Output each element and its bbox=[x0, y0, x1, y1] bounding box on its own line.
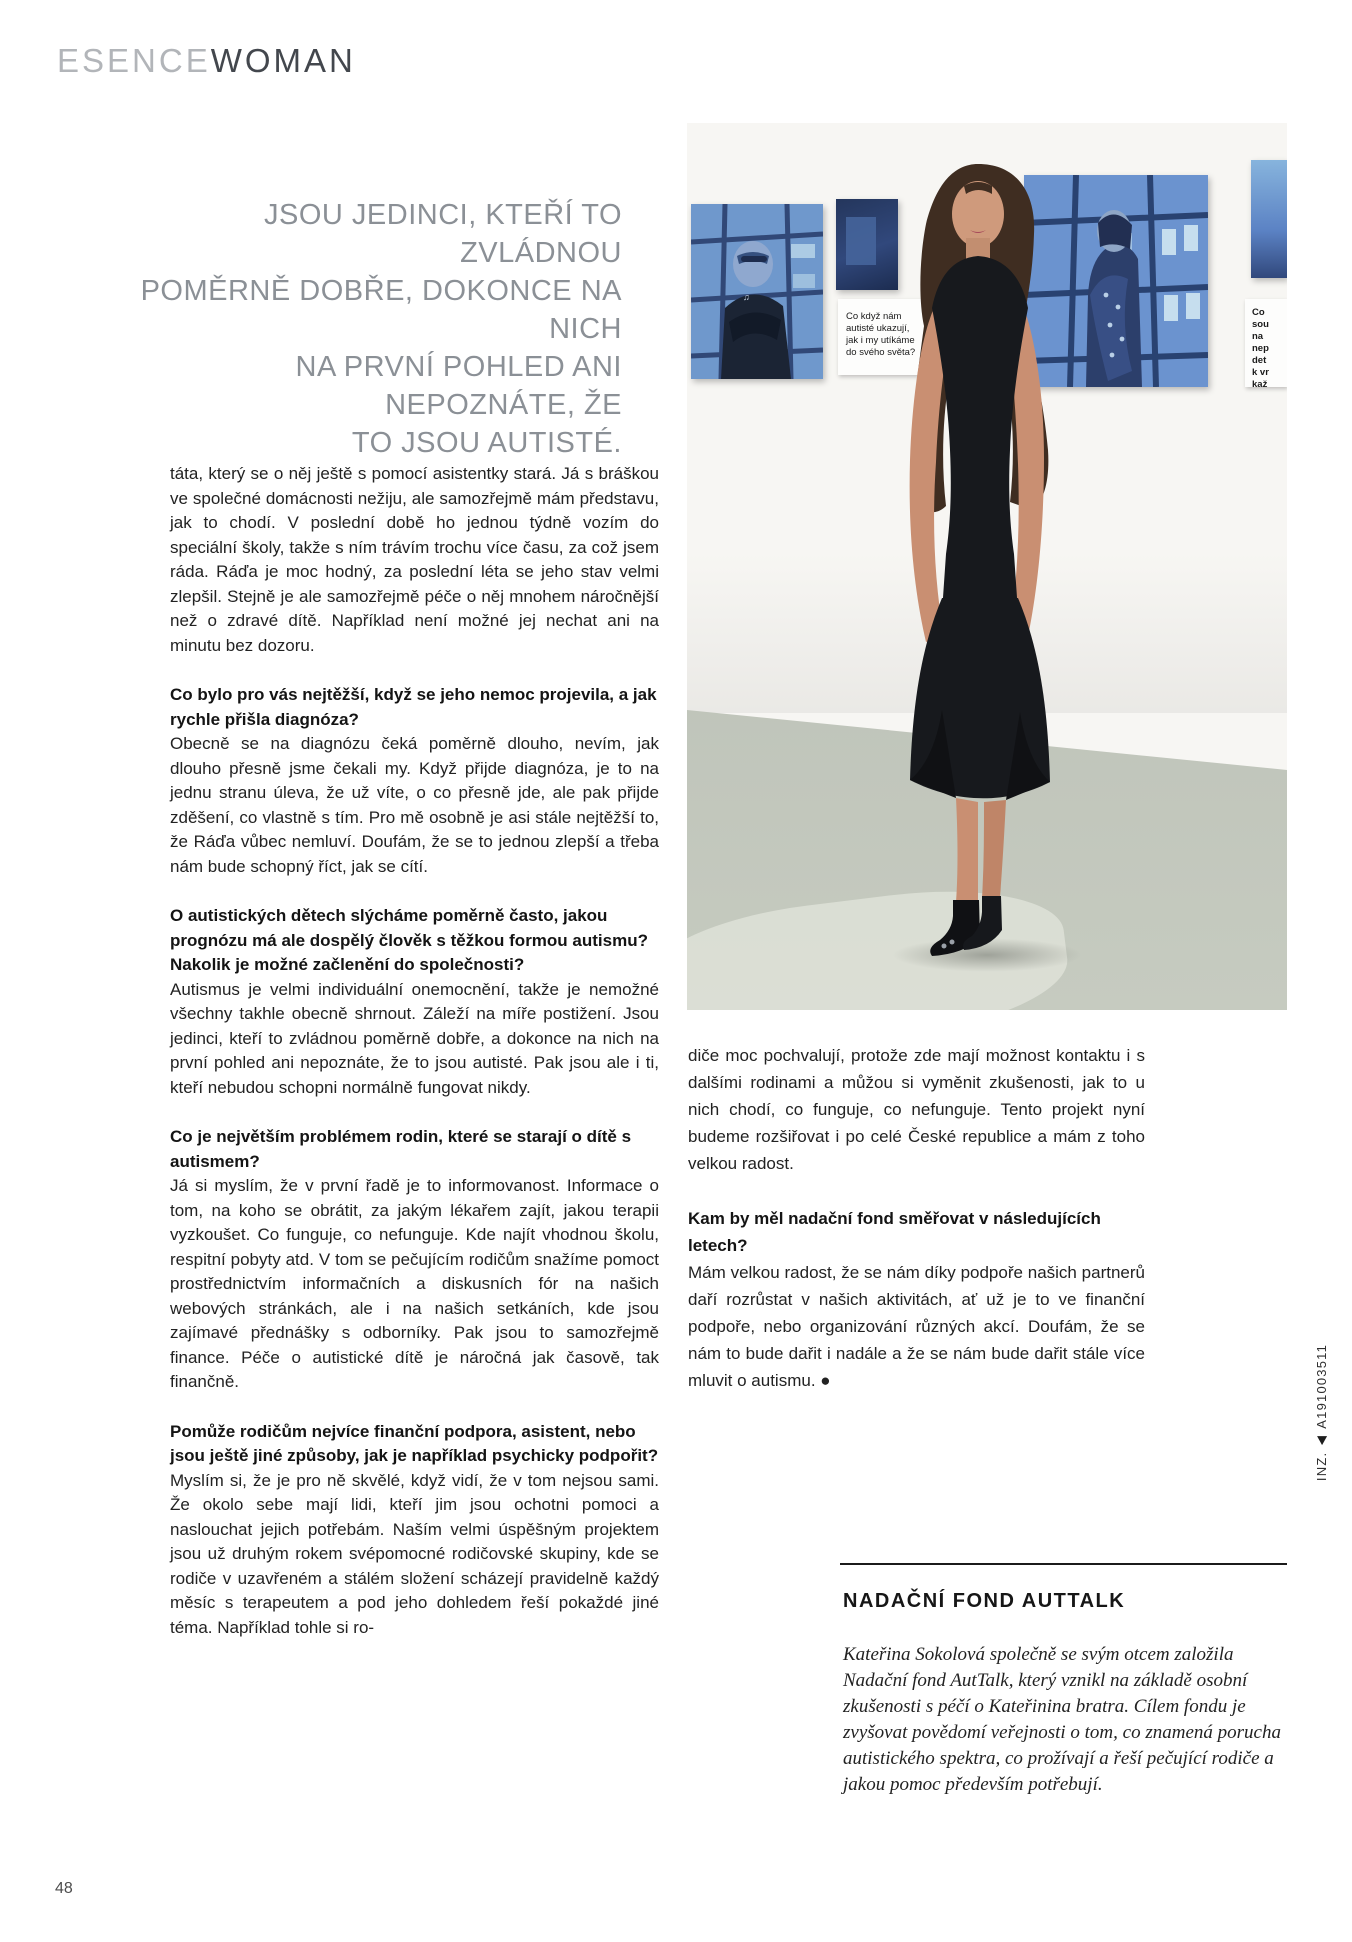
gallery-photo-boy bbox=[691, 204, 823, 379]
caption-line: Co bbox=[1252, 307, 1265, 318]
infobox-title: NADAČNÍ FOND AUTTALK bbox=[843, 1590, 1126, 1612]
caption-line: jak i my utíkáme bbox=[846, 335, 915, 346]
advert-side-label bbox=[1296, 1330, 1348, 1495]
svg-text:♫: ♫ bbox=[743, 292, 750, 302]
interview-answer: táta, který se o něj ještě s pomocí asistentky stará. Já s bráškou ve společné domácnosti nežiju, ale samozřejmě mám představu, jak to chodí. V poslední době ho jednou týdně vozím do speciální školy, takže s ním trávím trochu více času, za což jsem ráda. Ráďa je moc hodný, za poslední léta se jeho stav velmi zlepšil. Stejně je ale samozřejmě péče o něj mnohem náročnější než o zdravé dítě. Například není možné jej nechat ani na minutu bez dozoru. bbox=[170, 464, 659, 655]
caption-line: sou bbox=[1252, 319, 1269, 330]
gallery-photo-partial bbox=[1251, 160, 1287, 278]
infobox-body: Kateřina Sokolová společně se svým otcem založila Nadační fond AutTalk, který vznikl na základě osobní zkušenosti s péčí o Kateřinina bratra. Cílem fondu je zvyšovat povědomí veřejnosti o tom, co znamená porucha autistického spektra, co prožívají a řeší pečující rodiče a jakou pomoc především potřebují. bbox=[843, 1644, 1281, 1795]
page-number: 48 bbox=[55, 1880, 73, 1897]
advert-label-prefix: INZ. bbox=[1314, 1451, 1330, 1482]
down-triangle-icon bbox=[1317, 1436, 1327, 1445]
interview-question: Pomůže rodičům nejvíce finanční podpora, asistent, nebo jsou ještě jiné způsoby, jak je například psychicky podpořit? bbox=[170, 1421, 659, 1465]
pull-quote: JSOU JEDINCI, KTEŘÍ TO ZVLÁDNOU POMĚRNĚ DOBŘE, DOKONCE NA NICH NA PRVNÍ POHLED ANI NEPOZNÁTE, ŽE TO JSOU AUTISTÉ. bbox=[140, 199, 622, 459]
interview-answer: diče moc pochvalují, protože zde mají možnost kontaktu i s dalšími rodinami a můžou si vyměnit zkušenosti, jak to u nich chodí, co funguje, co nefunguje. Tento projekt nyní budeme rozšiřovat i po celé České republice a mám z toho velkou radost. bbox=[688, 1046, 1145, 1173]
interview-answer: Mám velkou radost, že se nám díky podpoře našich partnerů daří rozrůstat v našich aktivitách, ať už je to ve finanční podpoře, nebo organizování různých akcí. Doufám, že se nám to bude dařit i nadále a že se nám bude dařit stále více mluvit o autismu. ● bbox=[688, 1263, 1145, 1390]
interview-answer: Autismus je velmi individuální onemocnění, takže je nemožné všechny takhle obecně shrnout. Záleží na míře postižení. Jsou jedinci, kteří to zvládnou poměrně dobře, a dokonce na nich na první pohled ani nepoznáte, že to jsou autisté. Pak jsou ale i ti, kteří nebudou schopni normálně fungovat nikdy. bbox=[170, 979, 659, 1097]
interview-answer: Myslím si, že je pro ně skvělé, když vidí, že v tom nejsou sami. Že okolo sebe mají lidi, kteří jim jsou ochotni pomoci a naslouchat jejich potřebám. Naším velmi úspěšným projektem jsou už druhým rokem svépomocné rodičovské skupiny, kde se rodiče v uzavřeném a stálém složení scházejí pravidelně každý měsíc s terapeutem a pod jeho dohledem řeší pokaždé jiné téma. Například tohle si ro- bbox=[170, 1470, 659, 1637]
caption-line: k vr bbox=[1252, 367, 1269, 378]
infobox-divider bbox=[840, 1563, 1287, 1565]
brand-light-part: ESENCE bbox=[57, 42, 211, 79]
interview-answer: Já si myslím, že v první řadě je to informovanost. Informace o tom, na koho se obrátit, za jakým lékařem zajít, jakou terapii vyzkoušet. Co funguje, co nefunguje. Kde najít vhodnou školu, respitní pobyty atd. V tom se pečujícím rodičům snažíme pomoct prostřednictvím informačních a diskusních fór na našich webových stránkách, ale i na našich setkáních, kde jsou zajímavé přednášky s odborníky. Pak jsou to samozřejmě finance. Péče o autistické dítě je náročná jak časově, tak finančně. bbox=[170, 1176, 659, 1391]
caption-line: do svého světa? bbox=[846, 347, 916, 358]
caption-line: det bbox=[1252, 355, 1267, 366]
caption-line: Co když nám bbox=[846, 311, 902, 322]
interview-question: Co je největším problémem rodin, které se starají o dítě s autismem? bbox=[170, 1127, 632, 1171]
pictured-woman-illustration bbox=[860, 150, 1100, 970]
interview-answer: Obecně se na diagnózu čeká poměrně dlouho, nevím, jak dlouho přesně jsme čekali my. Když přijde diagnóza, je to na jednu stranu úleva, že už víte, o co přesně jde, ale pak přijde zděšení, co vlastně s tím. Pro mě osobně je asi stále nejtěžší to, že Ráďa vůbec nemluví. Doufám, že se to jednou zlepší a třeba nám bude schopný říct, jak se cítí. bbox=[170, 734, 659, 876]
article-left-column bbox=[170, 462, 659, 1640]
brand-bold-part: WOMAN bbox=[210, 42, 356, 79]
gallery-photograph bbox=[687, 123, 1287, 1010]
caption-line: nep bbox=[1252, 343, 1269, 354]
caption-line: na bbox=[1252, 331, 1264, 342]
caption-line: kaž bbox=[1252, 379, 1268, 387]
interview-question: O autistických dětech slýcháme poměrně často, jakou prognózu má ale dospělý člověk s těžkou formou autismu? Nakolik je možné začlenění do společnosti? bbox=[170, 906, 648, 974]
article-right-column bbox=[688, 1042, 1145, 1394]
magazine-brand bbox=[57, 42, 356, 80]
interview-question: Kam by měl nadační fond směřovat v následujících letech? bbox=[688, 1209, 1101, 1255]
gallery-caption-card-partial bbox=[1245, 299, 1287, 387]
interview-question: Co bylo pro vás nejtěžší, když se jeho nemoc projevila, a jak rychle přišla diagnóza? bbox=[170, 685, 657, 729]
caption-line: autisté ukazují, bbox=[846, 323, 910, 334]
advert-label-code: A191003511 bbox=[1314, 1343, 1330, 1429]
